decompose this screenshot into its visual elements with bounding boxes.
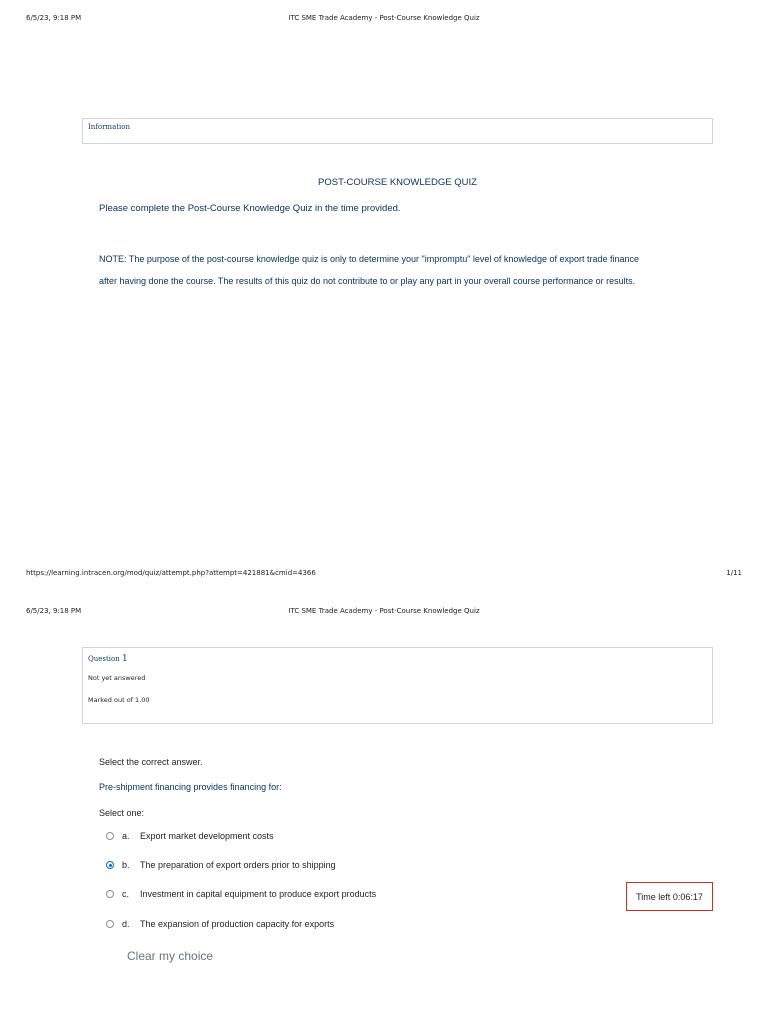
information-label: Information xyxy=(88,123,131,131)
option-d[interactable] xyxy=(106,918,334,930)
option-letter: a. xyxy=(122,831,130,841)
print-url: https://learning.intracen.org/mod/quiz/attempt.php?attempt=421881&cmid=4366 xyxy=(26,569,316,577)
option-text: The preparation of export orders prior to shipping xyxy=(140,860,336,870)
radio-unchecked-icon[interactable] xyxy=(106,890,114,898)
question-marks: Marked out of 1.00 xyxy=(88,696,150,704)
quiz-note-line1: NOTE: The purpose of the post-course knowledge quiz is only to determine your "impromptu" level of knowledge of export trade finance xyxy=(99,254,640,264)
option-text: Export market development costs xyxy=(140,831,274,841)
option-text: Investment in capital equipment to produce export products xyxy=(140,889,377,899)
option-text: The expansion of production capacity for exports xyxy=(140,919,335,929)
question-status: Not yet answered xyxy=(88,674,146,682)
option-letter: d. xyxy=(122,919,130,929)
print-page-number: 1/11 xyxy=(726,569,742,577)
option-b[interactable] xyxy=(106,859,336,871)
print-date: 6/5/23, 9:18 PM xyxy=(26,607,82,615)
quiz-instruction: Please complete the Post-Course Knowledge Quiz in the time provided. xyxy=(99,203,401,214)
quiz-heading: POST-COURSE KNOWLEDGE QUIZ xyxy=(318,177,477,188)
print-title: ITC SME Trade Academy - Post-Course Knowledge Quiz xyxy=(288,14,480,22)
print-title: ITC SME Trade Academy - Post-Course Knowledge Quiz xyxy=(288,607,480,615)
question-number-value: 1 xyxy=(122,654,128,664)
select-one-label: Select one: xyxy=(99,808,145,818)
question-text: Pre-shipment financing provides financing for: xyxy=(99,782,282,792)
radio-checked-icon[interactable] xyxy=(106,861,114,869)
time-left-badge: Time left 0:06:17 xyxy=(626,882,713,911)
radio-unchecked-icon[interactable] xyxy=(106,832,114,840)
question-label: Question xyxy=(88,655,120,663)
information-box xyxy=(82,118,713,144)
question-number xyxy=(88,654,707,674)
quiz-note-line2: after having done the course. The results of this quiz do not contribute to or play any part in your overall course performance or results. xyxy=(99,276,636,286)
clear-choice-button[interactable]: Clear my choice xyxy=(127,949,214,963)
option-letter: c. xyxy=(122,889,130,899)
radio-unchecked-icon[interactable] xyxy=(106,920,114,928)
question-info-box xyxy=(82,647,713,724)
print-date: 6/5/23, 9:18 PM xyxy=(26,14,82,22)
option-c[interactable] xyxy=(106,888,376,900)
option-letter: b. xyxy=(122,860,130,870)
option-a[interactable] xyxy=(106,830,274,842)
question-prompt: Select the correct answer. xyxy=(99,757,203,767)
